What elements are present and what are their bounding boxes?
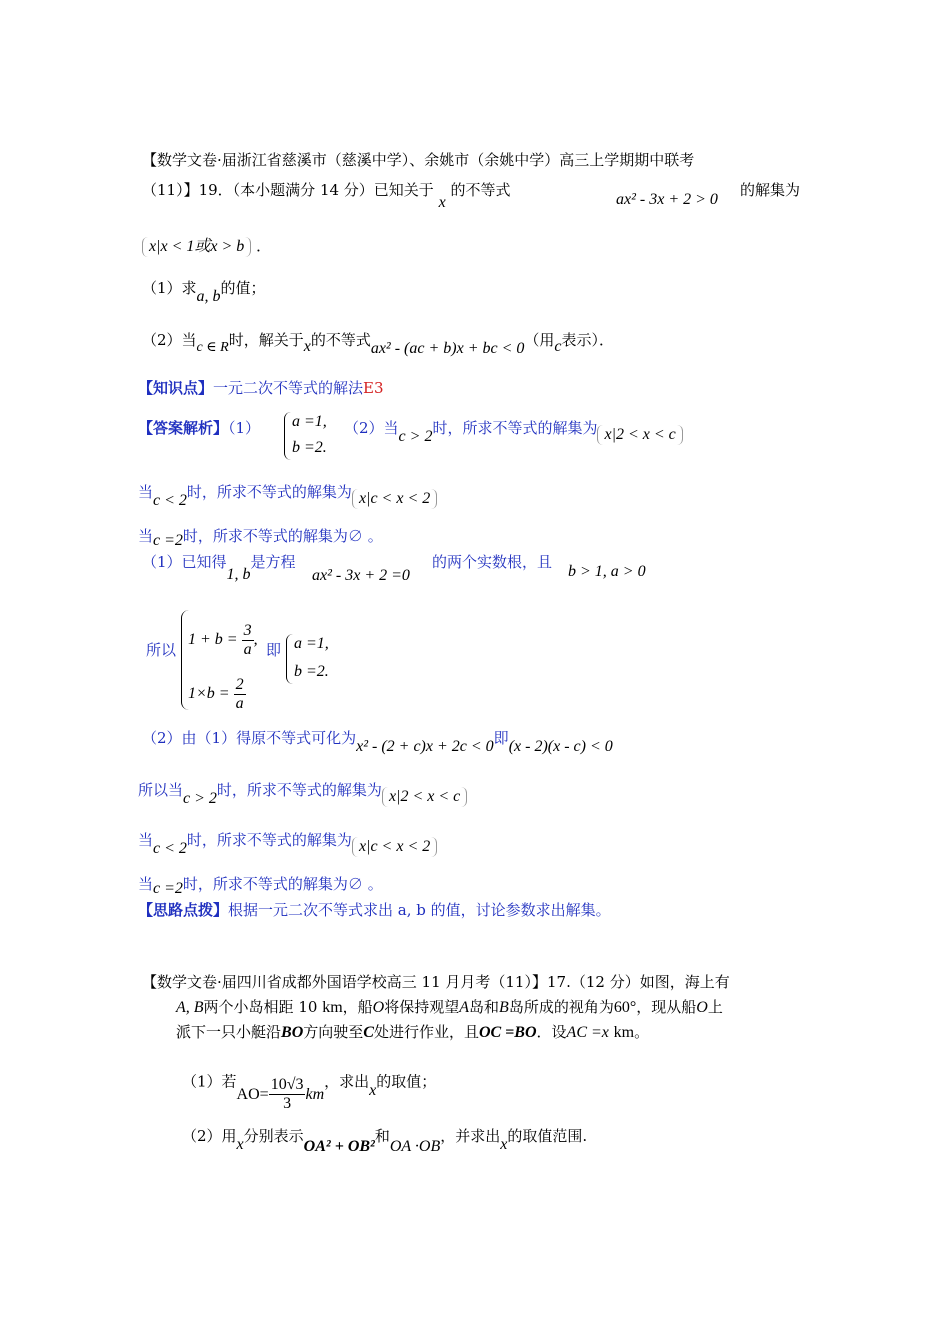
var-O: O	[372, 999, 385, 1016]
text: 所以当	[138, 781, 184, 799]
text: 的不等式	[310, 331, 371, 349]
text: （1）若	[182, 1072, 237, 1091]
equation: (x - 2)(x - c) < 0	[508, 738, 613, 755]
text: AO=	[236, 1085, 269, 1103]
question1	[142, 278, 266, 305]
denominator: 3	[283, 1095, 292, 1112]
fraction	[269, 1076, 306, 1113]
brace	[286, 634, 293, 684]
text: 和	[374, 1127, 390, 1145]
text: （2）当	[142, 331, 197, 349]
text: （1）	[228, 419, 261, 437]
text: （1）已知得	[142, 553, 227, 571]
text: 岛和	[469, 998, 500, 1016]
condition: c < 2	[153, 492, 187, 509]
text: 时，所求不等式的解集为	[186, 483, 352, 501]
numerator: 10√3	[270, 1076, 304, 1093]
condition: c < 2	[153, 840, 187, 857]
text: ，并求出	[440, 1127, 501, 1145]
condition: c > 2	[183, 790, 217, 807]
answer-line3	[138, 526, 383, 547]
var-C: C	[363, 1024, 374, 1041]
inequality-expression: ax² - (ac + b)x + bc < 0	[370, 340, 525, 357]
text: （1）求	[142, 279, 197, 297]
equation: x² - (2 + c)x + 2c < 0	[356, 738, 494, 755]
answer-line7	[138, 780, 467, 807]
text: ，现从船	[636, 998, 697, 1016]
system-line: b =2.	[292, 439, 327, 456]
var-x: x	[369, 1081, 377, 1099]
problem2-header-line1: 【数学文卷·届四川省成都外国语学校高三 11 月月考（11）】17.（12 分）如图，海上有	[142, 973, 730, 991]
text: 表示）．	[561, 331, 615, 349]
angle: 60°	[613, 999, 637, 1016]
label: 【知识点】	[138, 379, 214, 397]
equation: OC =BO	[478, 1024, 537, 1041]
vars-ab: a, b	[196, 288, 221, 305]
var-x: x	[236, 1136, 244, 1153]
solution-set: x|c < x < 2	[352, 489, 437, 509]
text: （用	[524, 331, 555, 349]
var-B: B	[499, 999, 509, 1016]
text: 当	[138, 527, 154, 545]
text: 。	[634, 1023, 650, 1041]
answer-line2	[138, 482, 437, 509]
code: E3	[363, 379, 384, 397]
solution-set-line	[142, 236, 271, 257]
text: （2）当	[344, 419, 399, 437]
var-O: O	[696, 999, 708, 1016]
text: 当	[138, 875, 154, 893]
unit-km: km	[305, 1085, 325, 1103]
system-line: a =1,	[294, 635, 329, 652]
unit-km: km	[322, 999, 343, 1016]
text: 分别表示	[243, 1127, 304, 1145]
problem2-q1	[182, 1064, 437, 1112]
condition: c =2	[153, 880, 183, 897]
text: ，船	[342, 998, 373, 1016]
answer-line8	[138, 830, 437, 857]
problem2-header-line3	[176, 1022, 649, 1043]
condition: c =2	[153, 532, 183, 549]
unit-km: km	[613, 1024, 635, 1041]
equation: ax² - 3x + 2 =0	[312, 567, 410, 584]
text: 的不等式	[450, 181, 511, 199]
text: 1×b =	[188, 685, 230, 703]
answer-line1	[138, 418, 260, 438]
text: 岛所成的视角为	[508, 998, 614, 1016]
segment-BO: BO	[281, 1024, 304, 1041]
text: 方向驶至	[303, 1023, 364, 1041]
text: 的取值；	[376, 1072, 437, 1091]
numerator: 3	[243, 622, 252, 639]
text: 处进行作业，且	[373, 1023, 479, 1041]
text: 即	[493, 729, 509, 747]
var-c: c	[554, 338, 562, 355]
text: 当	[138, 831, 154, 849]
system-line: a =1,	[292, 413, 327, 430]
text: 当	[138, 483, 154, 501]
text: 一元二次不等式的解法	[213, 379, 364, 397]
text: （2）用	[182, 1127, 237, 1145]
solution-set: x|2 < x < c	[597, 425, 682, 445]
text: ．设	[536, 1023, 567, 1041]
text: 是方程	[250, 553, 296, 571]
c-in-R: c ∈ R	[196, 340, 229, 355]
problem1-header-line2	[142, 180, 511, 211]
text: 时，解关于	[228, 331, 304, 349]
expression: OA² + OB²	[303, 1138, 375, 1155]
denominator: a	[243, 641, 252, 658]
condition: c > 2	[398, 428, 433, 445]
text: 派下一只小艇沿	[176, 1023, 282, 1041]
var-A: A	[459, 999, 470, 1016]
problem2-q2	[182, 1126, 588, 1155]
fraction	[242, 622, 254, 659]
solution-set: x|c < x < 2	[352, 837, 437, 857]
answer-line6	[142, 728, 613, 755]
text: 1 + b =	[188, 631, 238, 649]
answer-line9	[138, 874, 383, 895]
answer-line4	[142, 552, 296, 583]
text: （2）由（1）得原不等式可化为	[142, 729, 357, 747]
text: 的值；	[220, 279, 266, 297]
var-x: x	[438, 194, 446, 211]
solution-tip	[138, 900, 611, 920]
vars-AB: A, B	[176, 999, 204, 1016]
problem1-header-text: （11）】19．（本小题满分 14 分）已知关于	[142, 181, 434, 199]
system-eq1: 1 + b = $\frac{3}{a}$ ,	[188, 622, 258, 658]
condition: b > 1, a > 0	[568, 563, 646, 580]
text: 时，所求不等式的解集为∅ 。	[182, 875, 383, 893]
numerator: 2	[235, 676, 244, 693]
text: 时，所求不等式的解集为	[432, 419, 598, 437]
system-line: b =2.	[294, 663, 329, 680]
denominator: a	[235, 695, 244, 712]
text: 即	[266, 641, 282, 659]
text: 的取值范围.	[507, 1127, 588, 1145]
equation: AC =x	[566, 1024, 609, 1041]
roots: 1, b	[226, 566, 251, 583]
fraction	[234, 676, 246, 713]
problem2-header-line2	[176, 997, 723, 1018]
solution-set: x|x < 1或x > b	[142, 237, 251, 257]
text: 时，所求不等式的解集为	[216, 781, 382, 799]
var-x: x	[303, 338, 311, 355]
text: ．	[256, 237, 272, 255]
solution-set: x|2 < x < c	[382, 787, 467, 807]
problem1-header-line1: 【数学文卷·届浙江省慈溪市（慈溪中学）、余姚市（余姚中学）高三上学期期中联考	[142, 151, 695, 169]
var-x: x	[500, 1136, 508, 1153]
question2	[142, 330, 615, 357]
text: 上	[707, 998, 723, 1016]
brace	[284, 412, 291, 460]
answer-line1-part2	[344, 418, 683, 445]
text: 根据一元二次不等式求出 a, b 的值，讨论参数求出解集。	[228, 901, 611, 919]
text: 时，所求不等式的解集为	[186, 831, 352, 849]
expression: OA ·OB	[389, 1138, 441, 1155]
label: 【答案解析】	[138, 419, 229, 437]
text: 的解集为	[740, 181, 801, 199]
text: 两个小岛相距 10	[203, 998, 318, 1016]
text: 将保持观望	[384, 998, 460, 1016]
system-eq2	[188, 676, 246, 713]
knowledge-point	[138, 378, 384, 398]
text: 所以	[146, 641, 177, 659]
label: 【思路点拨】	[138, 901, 229, 919]
text: ，求出	[324, 1072, 370, 1091]
text: 的两个实数根，且	[432, 553, 553, 571]
inequality-expression: ax² - 3x + 2 > 0	[616, 191, 718, 208]
text: 时，所求不等式的解集为∅ 。	[182, 527, 383, 545]
